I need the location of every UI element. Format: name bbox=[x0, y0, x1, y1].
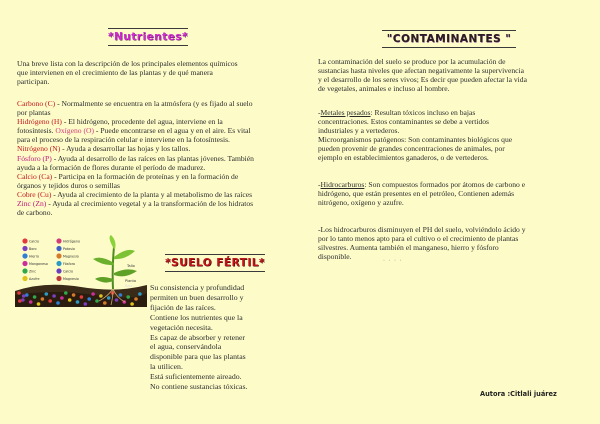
decorative-dots: · · · · bbox=[383, 258, 403, 264]
legend-label: Boro bbox=[29, 246, 37, 251]
nutrient-bubble bbox=[56, 261, 61, 266]
suelo-fertil-title-text: *SUELO FÉRTIL* bbox=[165, 257, 265, 269]
cont-line: pueden provenir de grandes concentraciones de animales, por bbox=[318, 144, 505, 154]
cont-line: hidrógeno, que están presentes en el petróleo, Contienen además bbox=[318, 189, 515, 199]
cont-line: sustancias hasta niveles que afectan negativamente la supervivencia bbox=[318, 66, 524, 76]
hidrocarburos-section bbox=[318, 180, 584, 207]
element-desc: - Ayuda a desarrollar las hojas y los tallos. bbox=[60, 144, 191, 154]
metales-pesados-section bbox=[318, 108, 584, 163]
element-name: Fósforo (P) bbox=[17, 153, 52, 163]
suelo-line: vegetación necesita. bbox=[150, 322, 213, 332]
nutrient-bubble bbox=[22, 276, 27, 281]
cont-text: : Son compuestos formados por átomos de carbono e bbox=[364, 180, 526, 189]
intro-line: que intervienen en el crecimiento de las plantas y de qué manera bbox=[17, 68, 213, 78]
suelo-line: el agua, conservándola bbox=[150, 342, 222, 352]
legend-label: Hierro bbox=[29, 254, 40, 259]
element-desc: - Ayuda al crecimiento vegetal y a la transformación de los hidratos bbox=[46, 199, 254, 209]
suelo-line: No contiene sustancias tóxicas. bbox=[150, 382, 248, 392]
element-line bbox=[17, 199, 287, 208]
nutrient-bubble bbox=[56, 246, 61, 251]
soil-nutrient-dot bbox=[41, 297, 45, 301]
element-desc: órganos y tejidos duros o semillas bbox=[17, 180, 121, 190]
soil-nutrient-dot bbox=[37, 302, 41, 306]
soil-nutrient-dot bbox=[76, 300, 80, 304]
soil-nutrient-dot bbox=[80, 295, 84, 299]
intro-line: Una breve lista con la descripción de los principales elementos químicos bbox=[17, 59, 238, 68]
soil-nutrient-dot bbox=[103, 301, 107, 305]
element-line bbox=[17, 126, 287, 135]
intro-line: participan. bbox=[17, 77, 50, 87]
element-desc: por plantas bbox=[17, 108, 51, 118]
soil-nutrient-dot bbox=[52, 294, 56, 298]
element-desc: de carbono. bbox=[17, 208, 53, 218]
soil-nutrient-dot bbox=[22, 294, 26, 298]
legend-label: Calcio bbox=[29, 239, 39, 244]
element-name: Zinc (Zn) bbox=[17, 199, 47, 209]
soil-nutrient-dot bbox=[64, 291, 68, 295]
cont-line: -Los hidrocarburos disminuyen el PH del suelo, volviéndolo ácido y bbox=[318, 225, 526, 234]
plant-label: Planta bbox=[125, 279, 136, 283]
element-name: Nitrógeno (N) bbox=[17, 144, 61, 154]
suelo-fertil-text bbox=[150, 283, 290, 392]
suelo-line: Está suficientemente aireado. bbox=[150, 372, 242, 382]
suelo-line: Su consistencia y profundidad bbox=[150, 283, 245, 292]
legend-label: Magnesio bbox=[63, 276, 79, 281]
element-name: Cobre (Cu) bbox=[17, 189, 52, 199]
legend-label: Azufre bbox=[29, 276, 40, 281]
nutrient-bubble bbox=[56, 276, 61, 281]
hidro-label: Hidrocarburos bbox=[320, 180, 365, 189]
legend-label: Zinc bbox=[29, 269, 37, 274]
suelo-line: fijación de las raíces. bbox=[150, 302, 216, 312]
nutrient-bubble bbox=[22, 246, 27, 251]
legend-label: Magnesio bbox=[63, 254, 79, 259]
cont-line: concentraciones. Estos contaminantes se debe a vertidos bbox=[318, 117, 490, 127]
soil-nutrient-dot bbox=[60, 296, 64, 300]
soil-nutrient-dot bbox=[99, 294, 103, 298]
nutrientes-title bbox=[108, 31, 188, 43]
soil-nutrient-dot bbox=[45, 292, 49, 296]
legend-label: Manganeso bbox=[29, 261, 48, 266]
legend-label: Potasio bbox=[63, 246, 75, 251]
element-line bbox=[17, 154, 287, 163]
soil-nutrient-dot bbox=[119, 293, 123, 297]
root-label: Raíz bbox=[125, 284, 133, 288]
element-desc: fotosíntesis. bbox=[17, 126, 56, 136]
cont-line: industriales y a vertederos. bbox=[318, 126, 400, 136]
cont-line: Microorganismos patógenos: Son contaminantes biológicos que bbox=[318, 135, 513, 145]
cont-text: : Resultan tóxicos incluso en bajas bbox=[370, 108, 476, 117]
nutrient-bubble bbox=[56, 238, 61, 243]
legend-label: Calcio bbox=[63, 269, 73, 274]
suelo-line: Contiene los nutrientes que la bbox=[150, 312, 243, 322]
soil-nutrient-dot bbox=[107, 296, 111, 300]
nutrient-bubble bbox=[22, 268, 27, 273]
element-line bbox=[17, 163, 287, 172]
element-desc: - El hidrógeno, procedente del agua, interviene en la bbox=[61, 117, 223, 127]
soil-nutrient-dot bbox=[126, 295, 130, 299]
stem-label: Tallo bbox=[127, 264, 135, 268]
nutrient-bubble bbox=[22, 261, 27, 266]
element-name: Calcio (Ca) bbox=[17, 171, 53, 181]
nutrientes-intro bbox=[17, 59, 287, 86]
soil-nutrient-dot bbox=[134, 297, 138, 301]
cont-line: silvestres. Aumenta también el manganeso, hierro y fósforo bbox=[318, 243, 499, 253]
soil-nutrient-dot bbox=[25, 293, 29, 297]
soil-nutrient-dot bbox=[29, 300, 33, 304]
suelo-line: permiten un buen desarrollo y bbox=[150, 292, 244, 302]
cont-line: -Metales pesados: Resultan tóxicos incluso en bajas bbox=[318, 108, 476, 117]
element-line bbox=[17, 144, 287, 153]
element-line bbox=[17, 99, 287, 108]
element-name: Hidrógeno (H) bbox=[17, 117, 62, 127]
soil-nutrient-dot bbox=[84, 302, 88, 306]
suelo-line: la utilicen. bbox=[150, 362, 183, 372]
soil-nutrient-dot bbox=[17, 291, 21, 295]
soil-nutrient-dot bbox=[72, 293, 76, 297]
soil-nutrient-dot bbox=[115, 298, 119, 302]
element-line bbox=[17, 190, 287, 199]
cont-line: nitrógeno, oxígeno y azufre. bbox=[318, 198, 404, 208]
element-desc: - Participa en la formación de proteínas y en la formación de bbox=[52, 171, 239, 181]
metales-label: Metales pesados bbox=[320, 108, 371, 117]
elements-list bbox=[17, 99, 287, 217]
suelo-fertil-title bbox=[165, 257, 265, 269]
nutrient-bubble bbox=[22, 253, 27, 258]
soil-nutrient-dot bbox=[21, 298, 25, 302]
element-name: Carbono (C) bbox=[17, 99, 56, 108]
element-desc: para el proceso de la respiración celular e interviene en la fotosíntesis. bbox=[17, 135, 230, 145]
soil-nutrient-dot bbox=[18, 299, 22, 303]
element-desc: ayuda a la formación de flores durante el período de madurez. bbox=[17, 162, 206, 172]
soil-nutrient-dot bbox=[138, 292, 142, 296]
suelo-line: disponible para que las plantas bbox=[150, 352, 246, 362]
contaminantes-title bbox=[382, 33, 516, 45]
element-name: Oxígeno (O) bbox=[55, 126, 94, 136]
suelo-line: Es capaz de absorber y retener bbox=[150, 332, 246, 342]
element-desc: - Ayuda al crecimiento de la planta y al metabolismo de las raíces bbox=[51, 189, 253, 199]
soil-nutrient-dot bbox=[33, 295, 37, 299]
cont-line: y el desarrollo de los seres vivos; Es decir que pueden afectar la vida bbox=[318, 75, 527, 85]
title-rule bbox=[108, 28, 188, 29]
element-line bbox=[17, 117, 287, 126]
title-rule bbox=[108, 45, 188, 46]
cont-line: de vegetales, animales e incluso al hombre. bbox=[318, 84, 450, 94]
title-rule bbox=[165, 271, 265, 272]
cont-line: -Hidrocarburos: Son compuestos formados por átomos de carbono e bbox=[318, 180, 526, 189]
cont-line: por lo tanto menos apto para el cultivo o el crecimiento de plantas bbox=[318, 234, 519, 244]
author-credit: Autora :Citlali juárez bbox=[480, 390, 557, 398]
contaminantes-intro bbox=[318, 57, 584, 93]
title-rule bbox=[165, 254, 265, 255]
cont-line: disponible. bbox=[318, 252, 352, 262]
element-line bbox=[17, 181, 287, 190]
element-line bbox=[17, 135, 287, 144]
element-line bbox=[17, 172, 287, 181]
nutrient-bubble bbox=[22, 238, 27, 243]
soil-nutrient-dot bbox=[48, 299, 52, 303]
element-desc: - Ayuda al desarrollo de las raíces en las plantas jóvenes. También bbox=[51, 153, 254, 163]
element-line bbox=[17, 108, 287, 117]
soil-nutrient-dot bbox=[95, 299, 99, 303]
title-rule bbox=[382, 30, 516, 31]
title-rule bbox=[382, 47, 516, 48]
element-desc: - Puede encontrarse en el agua y en el aire. Es vital bbox=[94, 126, 251, 136]
cont-line: La contaminación del suelo se produce por la acumulación de bbox=[318, 57, 506, 66]
soil-nutrient-dot bbox=[56, 301, 60, 305]
contaminantes-title-text: "CONTAMINANTES " bbox=[386, 33, 512, 45]
hidrocarburos-effects bbox=[318, 225, 584, 261]
legend-label: Fósforo bbox=[63, 261, 75, 266]
plant-nutrients-illustration bbox=[15, 233, 147, 307]
cont-line: ejemplo en establecimientos ganaderos, o de vertederos. bbox=[318, 153, 489, 163]
soil-nutrient-dot bbox=[130, 302, 134, 306]
legend-label: Hidrógeno bbox=[63, 239, 81, 244]
nutrient-bubble bbox=[56, 268, 61, 273]
soil-nutrient-dot bbox=[91, 292, 95, 296]
element-line bbox=[17, 208, 287, 217]
element-desc: - Normalmente se encuentra en la atmósfera (y es fijado al suelo bbox=[55, 99, 253, 108]
soil-nutrient-dot bbox=[68, 298, 72, 302]
nutrientes-title-text: *Nutrientes* bbox=[108, 31, 189, 43]
nutrient-bubble bbox=[56, 253, 61, 258]
soil-nutrient-dot bbox=[87, 297, 91, 301]
